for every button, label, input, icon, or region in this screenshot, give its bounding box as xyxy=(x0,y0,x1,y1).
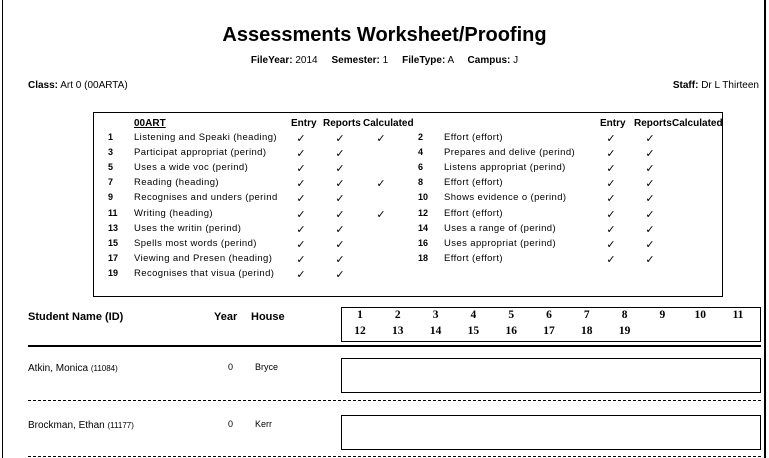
item-description: Uses the writin (perind) xyxy=(134,222,242,234)
item-number: 16 xyxy=(418,237,429,248)
item-number: 9 xyxy=(108,192,114,203)
course-code: 00ART xyxy=(134,118,166,129)
assessment-number: 7 xyxy=(583,309,590,321)
assessment-number: 11 xyxy=(732,309,744,321)
staff-label: Staff: xyxy=(672,80,699,91)
assessment-number: 14 xyxy=(429,325,442,337)
staff-value: Dr L Thirteen xyxy=(701,80,759,91)
entry-check: ✓ xyxy=(606,163,616,176)
item-number: 6 xyxy=(418,162,424,173)
entry-check: ✓ xyxy=(606,193,616,206)
assessment-number: 8 xyxy=(621,309,628,321)
year-header: Year xyxy=(214,311,238,323)
reports-check: ✓ xyxy=(335,178,345,191)
reports-header-left: Reports xyxy=(323,118,361,129)
entry-check: ✓ xyxy=(606,178,616,191)
reports-check: ✓ xyxy=(645,178,655,191)
entry-header-right: Entry xyxy=(600,118,626,129)
fileyear-value: 2014 xyxy=(295,55,318,66)
entry-check: ✓ xyxy=(296,148,306,161)
item-description: Shows evidence o (perind) xyxy=(444,192,567,204)
assessment-numbers-box xyxy=(341,307,761,342)
item-number: 17 xyxy=(108,252,119,263)
student-name-header: Student Name (ID) xyxy=(28,311,124,323)
semester-value: 1 xyxy=(382,55,389,66)
page-border-left xyxy=(2,0,3,458)
calculated-header-left: Calculated xyxy=(363,118,414,129)
item-number: 18 xyxy=(418,252,429,263)
class-value: Art 0 (00ARTA) xyxy=(60,80,128,91)
reports-check: ✓ xyxy=(645,238,655,251)
assessment-number: 18 xyxy=(581,325,593,337)
calculated-check: ✓ xyxy=(376,178,386,191)
item-description: Prepares and delive (perind) xyxy=(444,147,576,159)
assessment-number: 15 xyxy=(467,325,480,337)
student-name xyxy=(28,420,134,431)
entry-check: ✓ xyxy=(606,208,616,221)
entry-check: ✓ xyxy=(296,208,306,221)
student-name xyxy=(28,363,118,374)
reports-check: ✓ xyxy=(335,148,345,161)
item-description: Listens appropriat (perind) xyxy=(444,162,566,174)
reports-check: ✓ xyxy=(645,223,655,236)
student-house: Kerr xyxy=(255,419,273,429)
entry-check: ✓ xyxy=(296,253,306,266)
calculated-check: ✓ xyxy=(376,133,386,145)
item-description: Effort (effort) xyxy=(444,132,503,143)
class-label: Class: xyxy=(28,80,59,91)
item-description: Participat appropriat (perind) xyxy=(134,147,267,159)
entry-check: ✓ xyxy=(606,238,616,251)
assessment-number: 2 xyxy=(394,309,401,321)
campus-value: J xyxy=(513,55,519,66)
assessment-number: 6 xyxy=(546,309,552,321)
reports-check: ✓ xyxy=(335,133,345,145)
item-number: 4 xyxy=(418,147,424,158)
entry-check: ✓ xyxy=(606,133,616,145)
filetype-value: A xyxy=(447,55,454,66)
reports-check: ✓ xyxy=(645,148,655,161)
item-description: Effort (effort) xyxy=(444,177,503,189)
semester-label: Semester: xyxy=(331,55,380,66)
entry-check: ✓ xyxy=(606,223,616,236)
student-year: 0 xyxy=(228,419,234,429)
reports-check: ✓ xyxy=(645,133,655,145)
student-name-text: Atkin, Monica xyxy=(28,363,89,374)
reports-check: ✓ xyxy=(335,223,345,236)
assessment-number: 19 xyxy=(618,325,631,337)
entry-check: ✓ xyxy=(296,223,306,236)
reports-check: ✓ xyxy=(645,193,655,206)
item-number: 19 xyxy=(108,267,119,278)
item-number: 7 xyxy=(108,177,114,188)
page-border-right xyxy=(764,0,766,458)
row-divider xyxy=(28,456,761,457)
item-description: Writing (heading) xyxy=(134,207,213,219)
assessment-number: 5 xyxy=(508,309,515,321)
reports-check: ✓ xyxy=(335,253,345,266)
student-id: (11177) xyxy=(107,421,134,430)
item-description: Listening and Speaki (heading) xyxy=(134,132,277,143)
fileyear-label: FileYear: xyxy=(250,55,293,66)
item-description: Effort (effort) xyxy=(444,252,503,264)
assessment-number: 13 xyxy=(392,325,404,337)
student-result-box[interactable] xyxy=(341,415,761,450)
staff-info xyxy=(673,80,759,91)
item-number: 10 xyxy=(418,192,429,203)
entry-header-left: Entry xyxy=(291,118,317,129)
item-number: 11 xyxy=(108,207,118,218)
item-description: Spells most words (perind) xyxy=(134,237,257,249)
item-description: Uses appropriat (perind) xyxy=(444,237,557,249)
reports-check: ✓ xyxy=(335,193,345,206)
item-number: 2 xyxy=(418,132,424,142)
student-house: Bryce xyxy=(255,362,279,372)
assessment-number: 10 xyxy=(694,309,706,321)
page-title: Assessments Worksheet/Proofing xyxy=(222,24,547,46)
student-year: 0 xyxy=(228,362,234,372)
assessment-number: 16 xyxy=(505,325,517,337)
assessment-number: 4 xyxy=(470,309,477,321)
entry-check: ✓ xyxy=(296,238,306,251)
item-number: 12 xyxy=(418,207,429,218)
reports-check: ✓ xyxy=(335,268,345,281)
header-divider xyxy=(28,345,761,347)
item-description: Effort (effort) xyxy=(444,207,503,219)
item-number: 14 xyxy=(418,222,429,233)
assessment-items-box xyxy=(93,112,723,297)
item-number: 3 xyxy=(108,147,114,158)
filetype-label: FileType: xyxy=(402,55,446,66)
item-description: Uses a wide voc (perind) xyxy=(134,162,249,174)
assessment-number: 3 xyxy=(432,309,439,321)
item-number: 15 xyxy=(108,237,119,248)
item-number: 13 xyxy=(108,222,119,233)
entry-check: ✓ xyxy=(296,163,306,176)
reports-check: ✓ xyxy=(335,238,345,251)
student-result-box[interactable] xyxy=(341,358,761,393)
row-divider xyxy=(28,400,761,401)
entry-check: ✓ xyxy=(606,148,616,161)
assessment-number: 12 xyxy=(354,325,366,337)
campus-label: Campus: xyxy=(467,55,511,66)
reports-check: ✓ xyxy=(335,208,345,221)
reports-check: ✓ xyxy=(645,208,655,221)
calculated-header-right: Calculated xyxy=(672,118,723,129)
entry-check: ✓ xyxy=(296,133,306,145)
item-number: 8 xyxy=(418,177,424,188)
house-header: House xyxy=(251,311,285,323)
item-description: Viewing and Presen (heading) xyxy=(134,252,273,264)
entry-check: ✓ xyxy=(296,268,306,281)
student-id: (11084) xyxy=(90,364,118,373)
assessment-number: 17 xyxy=(543,325,555,337)
item-description: Recognises and unders (perind xyxy=(134,192,278,204)
entry-check: ✓ xyxy=(296,193,306,206)
entry-check: ✓ xyxy=(606,253,616,266)
reports-check: ✓ xyxy=(335,163,345,176)
assessment-number: 9 xyxy=(659,309,666,321)
item-number: 5 xyxy=(108,162,114,173)
assessment-number: 1 xyxy=(357,309,363,321)
calculated-check: ✓ xyxy=(376,208,386,221)
student-name-text: Brockman, Ethan xyxy=(28,420,105,431)
entry-check: ✓ xyxy=(296,178,306,191)
report-meta xyxy=(0,55,769,66)
item-description: Recognises that visua (perind) xyxy=(134,267,275,279)
reports-check: ✓ xyxy=(645,253,655,266)
reports-header-right: Reports xyxy=(634,118,672,129)
item-description: Reading (heading) xyxy=(134,177,219,189)
item-number: 1 xyxy=(108,132,114,142)
reports-check: ✓ xyxy=(645,163,655,176)
class-info xyxy=(28,80,128,91)
item-description: Uses a range of (perind) xyxy=(444,222,557,234)
